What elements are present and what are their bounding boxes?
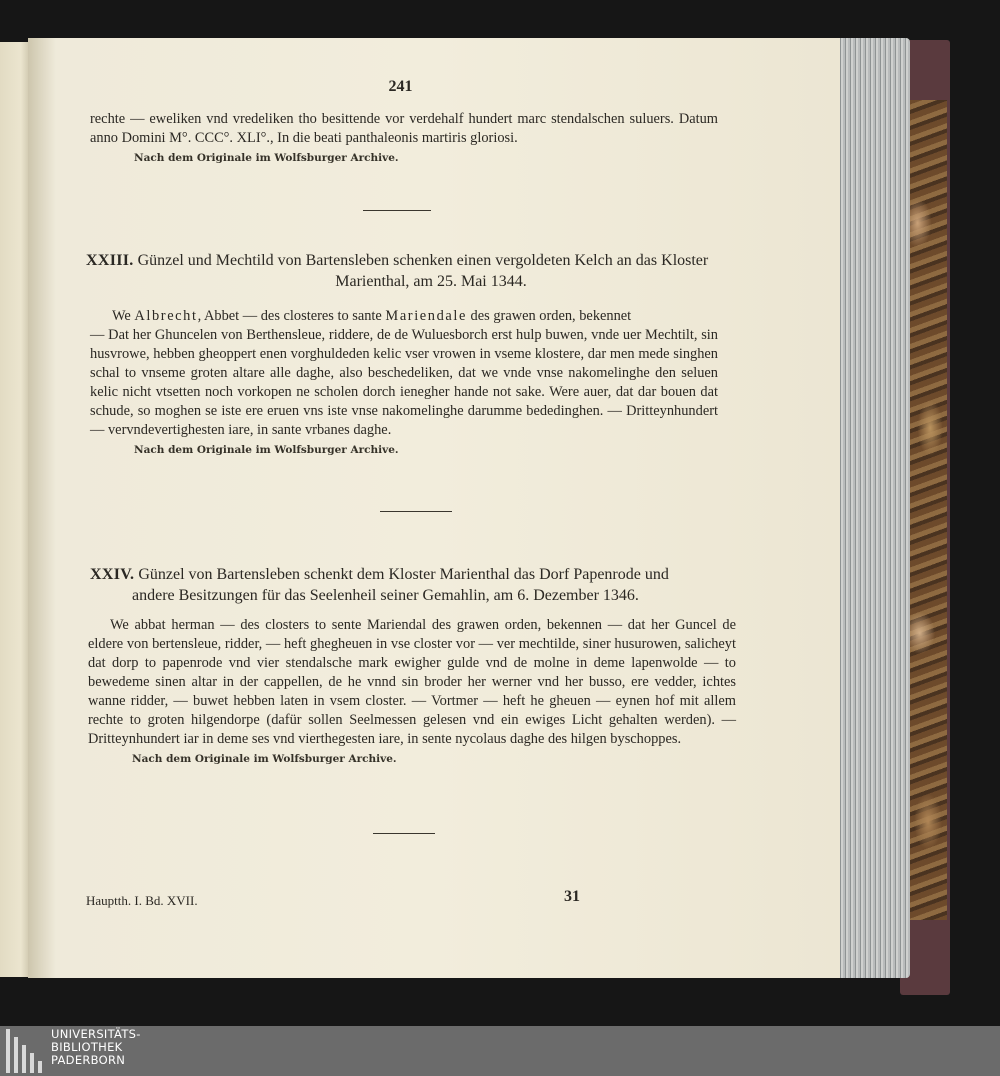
source-note: Nach dem Originale im Wolfsburger Archive. xyxy=(134,444,399,456)
source-note: Nach dem Originale im Wolfsburger Archive. xyxy=(134,152,399,164)
library-name-line-2: BIBLIOTHEK xyxy=(51,1040,123,1054)
section-divider xyxy=(373,833,435,834)
heading-line-1: Günzel und Mechtild von Bartensleben schenken einen vergoldeten Kelch an das Kloster xyxy=(137,252,709,269)
library-name-line-1: UNIVERSITÄTS- xyxy=(51,1027,141,1041)
previous-document-text: rechte — eweliken vnd vredeliken tho besittende vor verdehalf hundert marc stendalschen suluers. Datum anno Domini M°. CCC°. XLI°., In die beati panthaleonis martiris gloriosi. xyxy=(90,111,718,146)
book-page xyxy=(28,38,840,978)
document-number: XXIV. xyxy=(90,566,135,583)
document-heading xyxy=(86,250,726,292)
document-text: We abbat herman — des closters to sente Mariendal des grawen orden, bekennen — dat her Guncel de eldere von bertensleue, ridder, — heft ghegheuen in vse closter vor — ver mechtilde, siner husurowen, salicheyt dat dorp to papenrode vnd vier stendalsche mark ewigher gulde vnd de molne in deme lapenwolde — to bewedeme sinen altar in der cappellen, de he vnnd sin broder her werner vnd her busso, ere vedder, ichtes wanne ridder, — buwet hebben laten in vsem closter. — Vortmer — heft he gheuen — eynen hof mit allem rechte to groten hilgendorpe (dafür sollen Seelmessen gelesen vnd ein ewiges Licht gehalten werden). — Dritteynhundert iar in deme ses vnd vierthegesten iare, in sente nycolaus daghe des hilgen byschoppes. xyxy=(88,617,736,747)
heading-line-2: andere Besitzungen für das Seelenheil seiner Gemahlin, am 6. Dezember 1346. xyxy=(132,587,639,604)
previous-document-end xyxy=(90,110,718,164)
heading-line-2: Marienthal, am 25. Mai 1344. xyxy=(335,273,527,290)
library-name xyxy=(51,1028,141,1067)
page-number: 241 xyxy=(388,78,413,95)
heading-line-1: Günzel von Bartensleben schenkt dem Kloster Marienthal das Dorf Papenrode und xyxy=(138,566,669,583)
document-heading xyxy=(90,564,740,606)
section-divider xyxy=(380,511,452,512)
section-divider xyxy=(363,210,431,211)
document-xxiii-body xyxy=(90,307,718,456)
person-name: Albrecht xyxy=(134,308,198,324)
document-number: XXIII. xyxy=(86,252,134,269)
document-xxiii xyxy=(86,250,726,292)
library-logo-icon xyxy=(6,1029,46,1073)
signature-mark: 31 xyxy=(564,888,580,905)
source-note: Nach dem Originale im Wolfsburger Archive. xyxy=(132,753,397,765)
text-run: We xyxy=(112,308,135,324)
place-name: Mariendale xyxy=(385,308,467,324)
volume-footer: Hauptth. I. Bd. XVII. xyxy=(86,893,198,908)
library-name-line-3: PADERBORN xyxy=(51,1053,126,1067)
document-text-lead xyxy=(90,307,718,326)
document-text: — Dat her Ghuncelen von Berthensleue, riddere, de de Wuluesborch erst hulp buwen, vnde uer Mechtilt, sin husvrowe, hebben gheoppert enen vorghuldeden kelic vser vrowen in vseme klostere, dar men mede singhen schal to vnseme groten altare alle daghe, also beschedeliken, dat we vnde vnse nakomelinghe den seluen kelic nicht vtsetten noch vorkopen ne scholen dorch ienegher hande not sake. Were auer, dat dar bouen dat schude, so moghen se iste ere eruen vns iste vnse nakomelinghe darumme bededinghen. — Dritteynhundert — vervndevertighesten iare, in sante vrbanes daghe. xyxy=(90,327,718,438)
library-bar xyxy=(0,1026,1000,1076)
document-xxiv xyxy=(90,564,740,606)
page-edges xyxy=(838,38,910,978)
text-run: des grawen orden, bekennet xyxy=(466,308,632,324)
marbled-endpaper xyxy=(905,100,947,920)
text-run: , Abbet — des closteres to sante xyxy=(197,308,386,324)
document-xxiv-body xyxy=(88,616,736,765)
